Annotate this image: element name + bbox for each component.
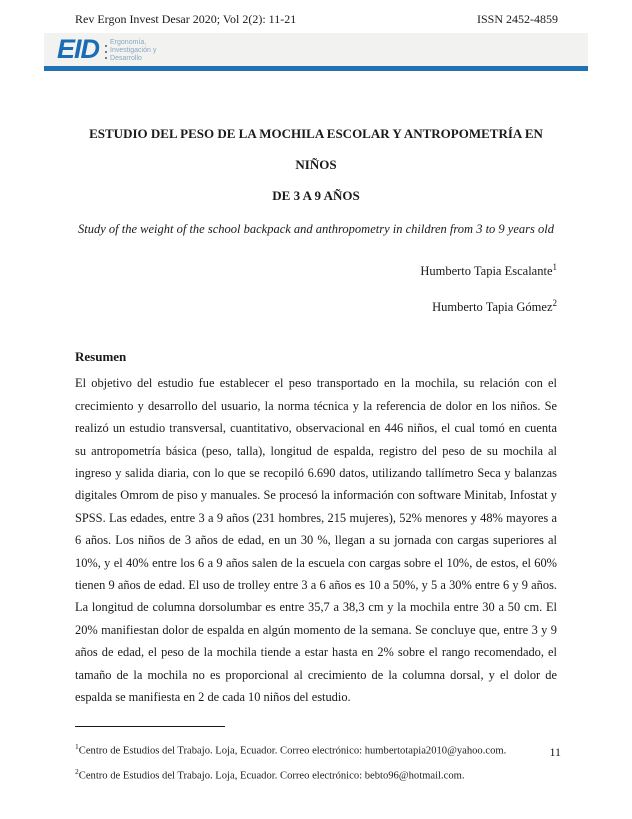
author-line <box>75 251 557 287</box>
article-subtitle-english: Study of the weight of the school backpack and anthropometry in children from 3 to 9 years old <box>78 222 554 236</box>
logo-tagline-line: Investigación y <box>110 47 157 54</box>
logo-tagline <box>110 39 156 63</box>
page-header <box>75 12 558 27</box>
footnote-text: Centro de Estudios del Trabajo. Loja, Ecuador. Correo electrónico: humbertotapia2010@yahoo.com. <box>78 745 507 757</box>
author-affiliation-superscript: 2 <box>552 298 557 309</box>
author-name: Humberto Tapia Escalante <box>420 264 553 279</box>
footnote-affiliation-1 <box>75 737 557 762</box>
logo-tagline-line: Ergonomía, <box>110 39 147 46</box>
header-accent-bar <box>44 66 588 71</box>
footnote-superscript: 1 <box>75 742 79 752</box>
journal-reference: Rev Ergon Invest Desar 2020; Vol 2(2): 11-21 <box>75 12 297 26</box>
logo-dots-icon <box>105 45 107 59</box>
logo-acronym: EID <box>57 34 100 64</box>
abstract-paragraph: El objetivo del estudio fue establecer el peso transportado en la mochila, su relación con el crecimiento y desarrollo del usuario, la norma técnica y la referencia de dolor en los niños. Se realizó un estudio transversal, cuantitativo, observacional en 446 niños, el cual tomó en cuenta su antropometría básica (peso, talla), longitud de espalda, registro del peso de su mochila al ingreso y salida diaria, con lo que se recopiló 6.690 datos, utilizando tallímetro Seca y balanzas digitales Omrom de piso y manuales. Se procesó la información con software Minitab, Infostat y SPSS. Las edades, entre 3 a 9 años (231 hombres, 215 mujeres), 52% menores y 48% mayores a 6 años. Los niños de 3 años de edad, en un 30 %, llegan a su jornada con cargas superiores al 10%, y el 40% entre los 6 a 9 años salen de la escuela con cargas sobre el 10%, de estos, el 60% tienen 9 años de edad. El uso de trolley entre 3 a 6 años es 10 a 50%, y 5 a 30% entre 6 y 9 años. La longitud de columna dorsolumbar es entre 35,7 a 38,3 cm y la mochila entre 30 a 50 cm. El 20% manifiestan dolor de espalda en algún momento de la semana. Se concluye que, entre 3 y 9 años de edad, el peso de la mochila tiende a estar hasta en 2% sobre el rango recomendado, el tamaño de la mochila no es proporcional al crecimiento de la columna dorsal, y el dolor de espalda se manifiesta en 2 de cada 10 niños del estudio. <box>75 376 557 704</box>
page-number: 11 <box>549 745 561 759</box>
abstract-heading: Resumen <box>75 349 127 365</box>
journal-logo-band <box>44 33 588 66</box>
author-line <box>75 287 557 323</box>
issn-label: ISSN 2452-4859 <box>476 12 558 26</box>
article-title-line2: DE 3 A 9 AÑOS <box>272 188 360 203</box>
article-title-line1: ESTUDIO DEL PESO DE LA MOCHILA ESCOLAR Y ANTROPOMETRÍA EN NIÑOS <box>89 126 543 172</box>
author-list <box>75 251 557 323</box>
article-title <box>75 118 557 211</box>
footnote-superscript: 2 <box>75 766 79 776</box>
author-name: Humberto Tapia Gómez <box>432 300 553 315</box>
logo-tagline-line: Desarrollo <box>110 55 142 62</box>
journal-logo <box>57 36 156 63</box>
footnote-affiliation-2 <box>75 762 557 787</box>
article-content <box>75 118 557 786</box>
author-affiliation-superscript: 1 <box>552 262 557 272</box>
footnote-separator <box>75 726 225 727</box>
footnote-text: Centro de Estudios del Trabajo. Loja, Ecuador. Correo electrónico: bebto96@hotmail.com. <box>78 770 465 782</box>
